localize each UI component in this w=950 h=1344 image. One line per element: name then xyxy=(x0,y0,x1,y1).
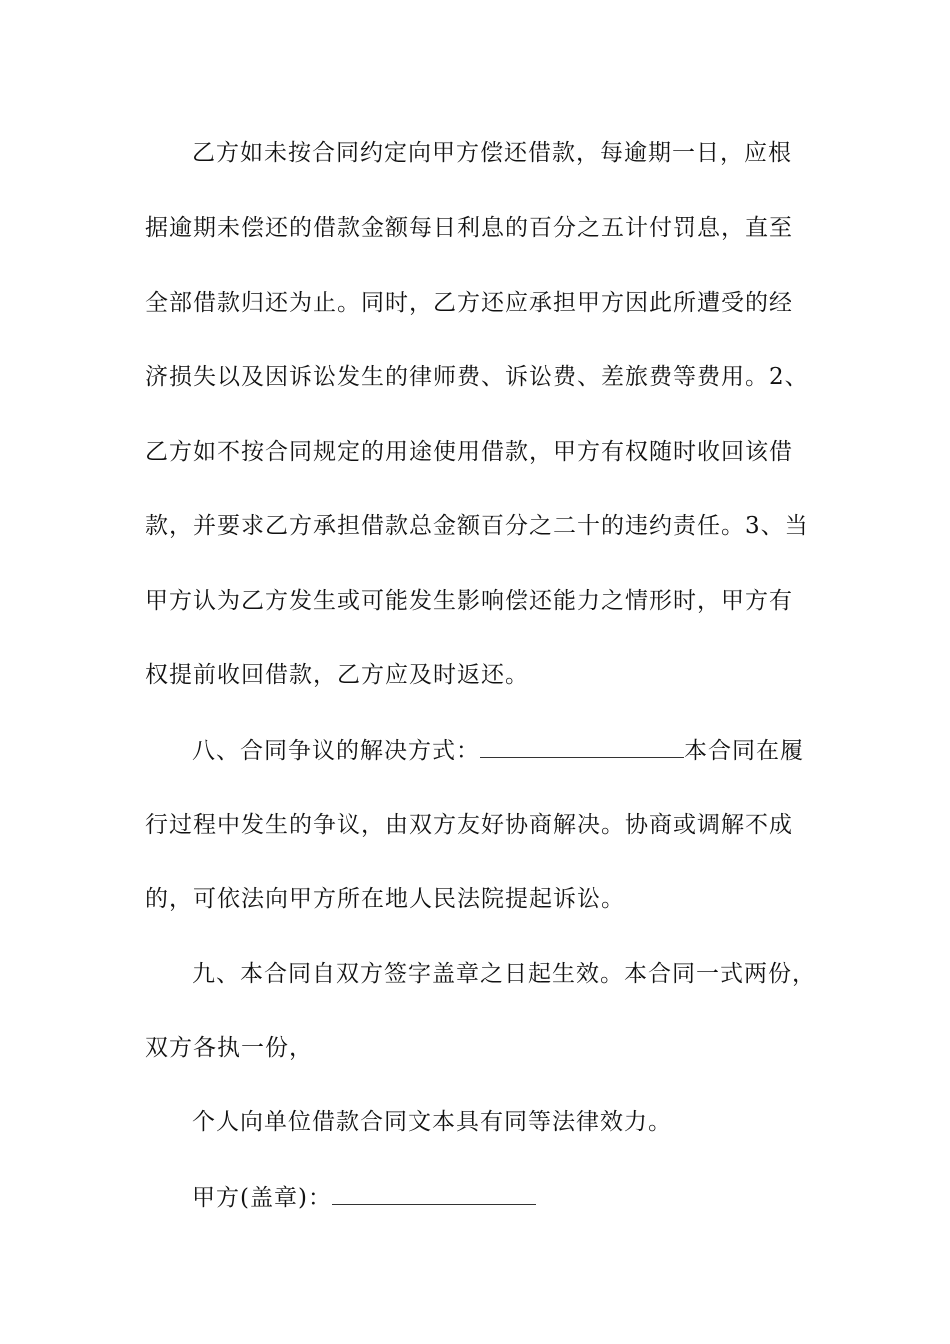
text-line: 据逾期未偿还的借款金额每日利息的百分之五计付罚息，直至 xyxy=(145,215,793,241)
dispute-clause-continuation: 本合同在履 xyxy=(684,738,804,764)
text-line: 双方各执一份， xyxy=(145,1035,313,1061)
party-a-signature-blank[interactable] xyxy=(332,1182,536,1205)
dispute-clause-line xyxy=(192,735,872,766)
dispute-method-blank[interactable] xyxy=(480,735,684,758)
text-line: 济损失以及因诉讼发生的律师费、诉讼费、差旅费等费用。2、 xyxy=(145,364,809,390)
text-line: 乙方如不按合同规定的用途使用借款，甲方有权随时收回该借 xyxy=(145,439,793,465)
text-line: 款，并要求乙方承担借款总金额百分之二十的违约责任。3、当 xyxy=(145,513,809,539)
text-line: 乙方如未按合同约定向甲方偿还借款，每逾期一日，应根 xyxy=(192,140,792,166)
text-line: 个人向单位借款合同文本具有同等法律效力。 xyxy=(192,1109,672,1135)
dispute-clause-label: 八、合同争议的解决方式： xyxy=(192,738,480,764)
text-line: 九、本合同自双方签字盖章之日起生效。本合同一式两份， xyxy=(192,961,816,987)
party-a-signature-line xyxy=(192,1182,872,1213)
text-line: 全部借款归还为止。同时，乙方还应承担甲方因此所遭受的经 xyxy=(145,290,793,316)
party-a-label: 甲方(盖章)： xyxy=(192,1185,332,1211)
text-line: 行过程中发生的争议，由双方友好协商解决。协商或调解不成 xyxy=(145,812,793,838)
text-line: 的，可依法向甲方所在地人民法院提起诉讼。 xyxy=(145,886,625,912)
text-line: 甲方认为乙方发生或可能发生影响偿还能力之情形时，甲方有 xyxy=(145,588,793,614)
text-line: 权提前收回借款，乙方应及时返还。 xyxy=(145,662,529,688)
